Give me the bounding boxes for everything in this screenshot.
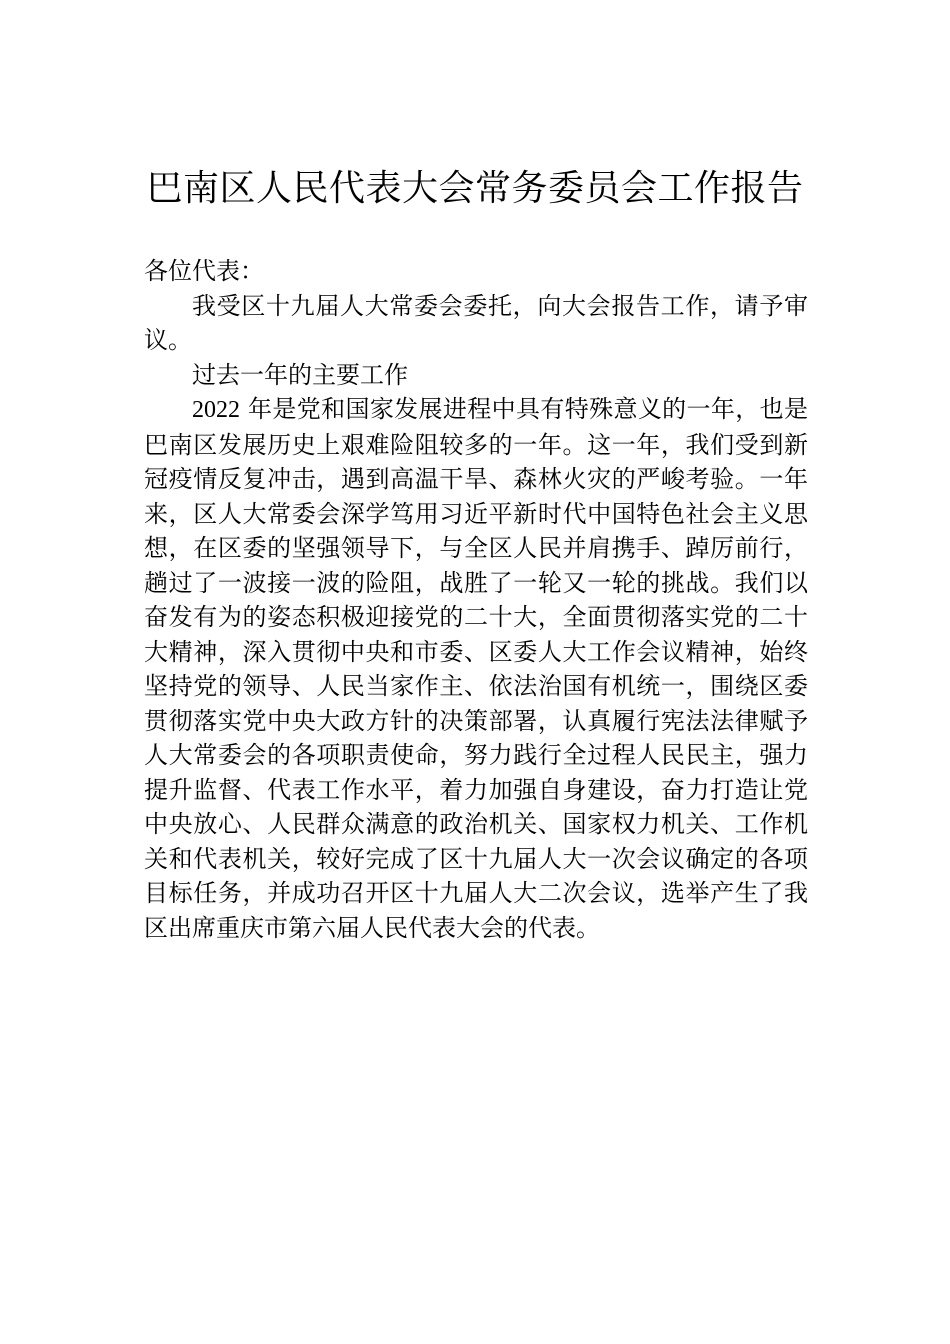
document-title: 巴南区人民代表大会常务委员会工作报告: [146, 168, 804, 209]
main-paragraph: [144, 392, 808, 945]
document-body: [144, 254, 808, 945]
section-heading: 过去一年的主要工作: [192, 360, 408, 389]
salutation: 各位代表：: [144, 257, 264, 285]
paragraph-year: 2022: [192, 397, 240, 423]
intro-paragraph: 我受区十九届人大常委会委托，向大会报告工作，请予审议。: [144, 291, 808, 354]
paragraph-text: 年是党和国家发展进程中具有特殊意义的一年，也是巴南区发展历史上艰难险阻较多的一年。这一年，我们受到新冠疫情反复冲击，遇到高温干旱、森林火灾的严峻考验。一年来，区人大常委会深学笃用习近平新时代中国特色社会主义思想，在区委的坚强领导下，与全区人民并肩携手、踔厉前行，趟过了一波接一波的险阻，战胜了一轮又一轮的挑战。我们以奋发有为的姿态积极迎接党的二十大，全面贯彻落实党的二十大精神，深入贯彻中央和市委、区委人大工作会议精神，始终坚持党的领导、人民当家作主、依法治国有机统一，围绕区委贯彻落实党中央大政方针的决策部署，认真履行宪法法律赋予人大常委会的各项职责使命，努力践行全过程人民民主，强力提升监督、代表工作水平，着力加强自身建设，奋力打造让党中央放心、人民群众满意的政治机关、国家权力机关、工作机关和代表机关，较好完成了区十九届人大一次会议确定的各项目标任务，并成功召开区十九届人大二次会议，选举产生了我区出席重庆市第六届人民代表大会的代表。: [144, 395, 808, 942]
